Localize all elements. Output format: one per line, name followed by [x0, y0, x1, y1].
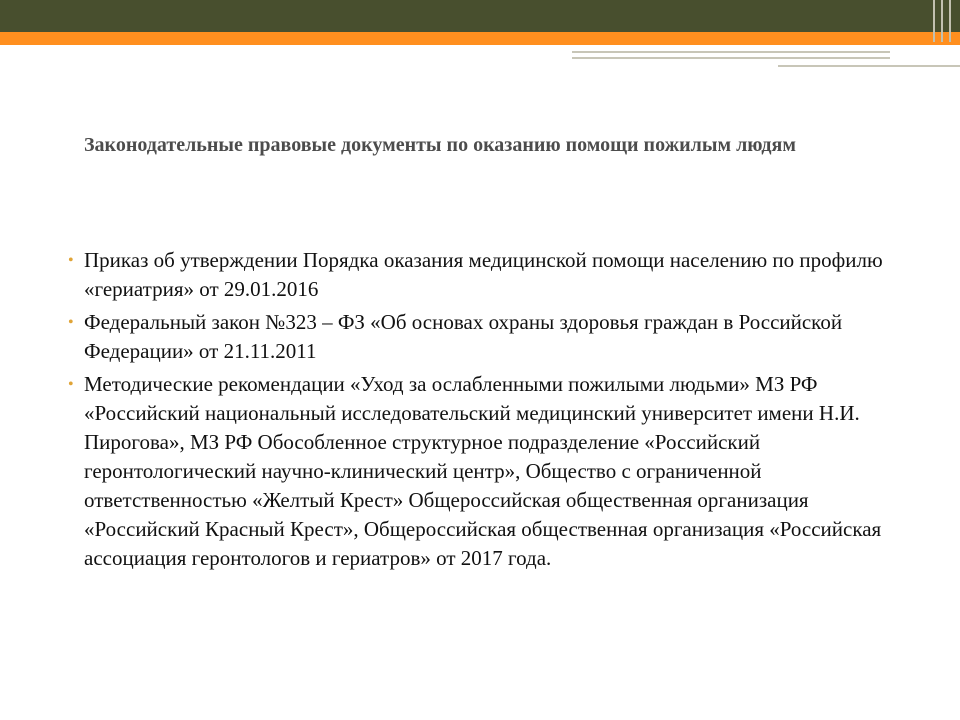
bullet-item: [68, 246, 914, 304]
bullet-dot-icon: •: [68, 376, 74, 393]
bullet-text: Приказ об утверждении Порядка оказания медицинской помощи населению по профилю «гериатрия» от 29.01.2016: [84, 248, 883, 301]
slide-title: Законодательные правовые документы по оказанию помощи пожилым людям: [84, 134, 796, 156]
bullet-item: [68, 370, 914, 573]
decorative-lines: [0, 0, 960, 80]
bullet-text: Методические рекомендации «Уход за ослабленными пожилыми людьми» МЗ РФ «Российский национальный исследовательский медицинский университет имени Н.И. Пирогова», МЗ РФ Обособленное структурное подразделение «Российский геронтологический научно-клинический центр», Общество с ограниченной ответственностью «Желтый Крест» Общероссийская общественная организация «Российский Красный Крест», Общероссийская общественная организация «Российская ассоциация геронтологов и гериатров» от 2017 года.: [84, 372, 882, 570]
bullet-item: [68, 308, 914, 366]
bullet-dot-icon: •: [68, 314, 74, 331]
bullet-dot-icon: •: [68, 252, 74, 269]
bullet-text: Федеральный закон №323 – ФЗ «Об основах охраны здоровья граждан в Российской Федерации» от 21.11.2011: [84, 310, 843, 363]
bullet-list: [68, 246, 914, 577]
